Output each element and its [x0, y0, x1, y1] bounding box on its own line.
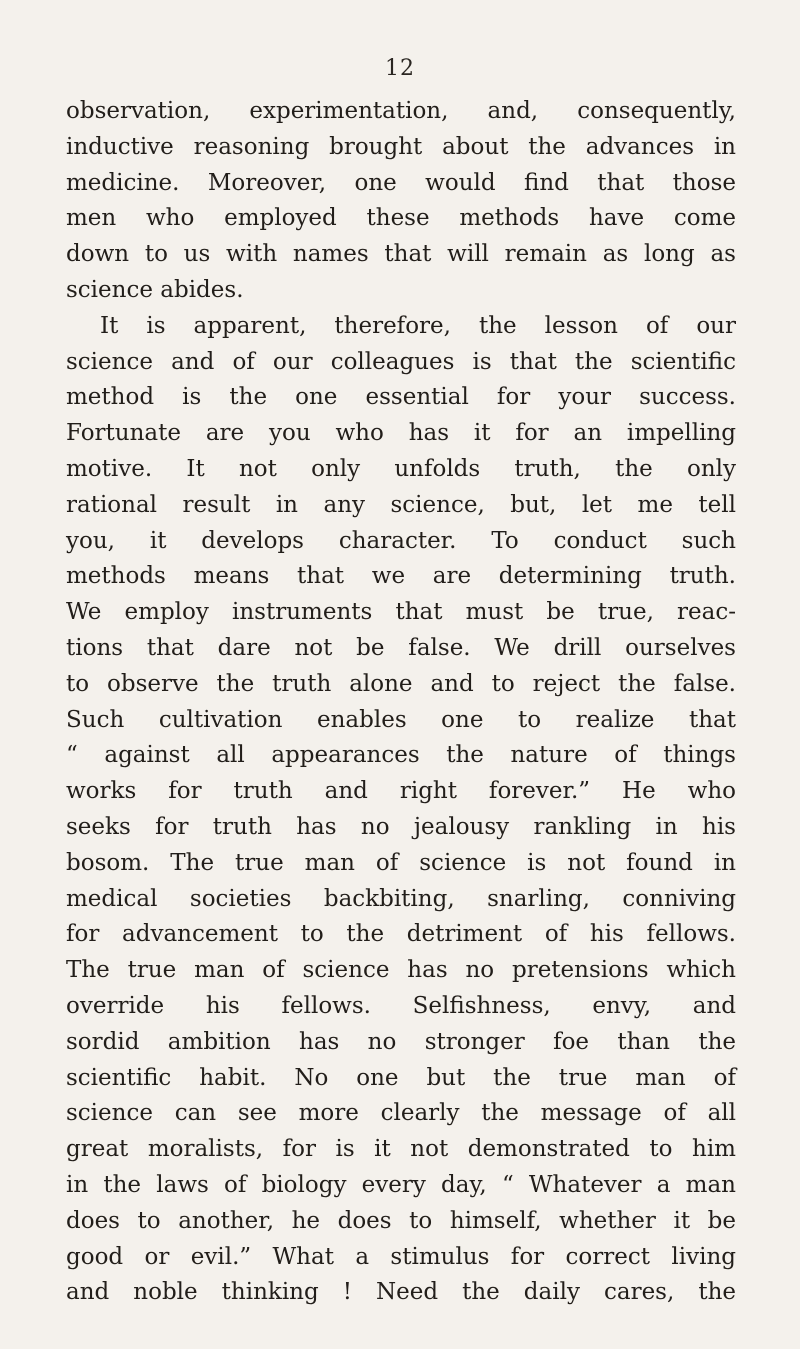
text-line: inductive reasoning brought about the advances in [66, 133, 736, 160]
text-line: great moralists, for is it not demonstrated to him [66, 1136, 736, 1163]
text-line: does to another, he does to himself, whether it be [66, 1207, 736, 1234]
text-line: works for truth and right forever.” He who [66, 778, 736, 805]
text-line: to observe the truth alone and to reject the false. [66, 670, 736, 697]
text-line: “ against all appearances the nature of things [66, 742, 736, 769]
text-line: seeks for truth has no jealousy rankling in his [66, 813, 736, 840]
text-line: you, it develops character. To conduct such [66, 527, 736, 554]
text-line: down to us with names that will remain as long as [66, 241, 736, 268]
text-line: science can see more clearly the message of all [66, 1100, 736, 1127]
text-line: for advancement to the detriment of his fellows. [66, 921, 736, 948]
body-text [66, 94, 736, 1311]
page-number: 12 [385, 56, 415, 81]
text-line: Such cultivation enables one to realize that [66, 706, 736, 733]
text-line: science and of our colleagues is that the scientific [66, 348, 736, 375]
text-line: good or evil.” What a stimulus for correct living [66, 1243, 736, 1270]
text-line: men who employed these methods have come [66, 205, 736, 232]
text-line: sordid ambition has no stronger foe than the [66, 1028, 736, 1055]
text-line: motive. It not only unfolds truth, the only [66, 455, 736, 482]
text-line: methods means that we are determining truth. [66, 563, 736, 590]
text-line: scientific habit. No one but the true man of [66, 1064, 736, 1091]
text-line: in the laws of biology every day, “ Whatever a man [66, 1171, 736, 1198]
text-line: and noble thinking ! Need the daily cares, the [66, 1279, 736, 1306]
text-line: It is apparent, therefore, the lesson of our [100, 312, 736, 339]
text-line: medical societies backbiting, snarling, conniving [66, 885, 736, 912]
text-line: science abides. [66, 276, 244, 303]
text-line: bosom. The true man of science is not found in [66, 849, 736, 876]
text-line: The true man of science has no pretensions which [66, 957, 736, 984]
text-line: medicine. Moreover, one would find that those [66, 169, 736, 196]
text-line: override his fellows. Selfishness, envy, and [66, 992, 736, 1019]
text-line: rational result in any science, but, let me tell [66, 491, 736, 518]
text-line: observation, experimentation, and, consequently, [66, 98, 736, 124]
text-line: method is the one essential for your success. [66, 384, 736, 411]
text-line: tions that dare not be false. We drill ourselves [66, 634, 736, 661]
text-line: We employ instruments that must be true, reac- [66, 599, 736, 626]
text-line: Fortunate are you who has it for an impelling [66, 420, 736, 447]
